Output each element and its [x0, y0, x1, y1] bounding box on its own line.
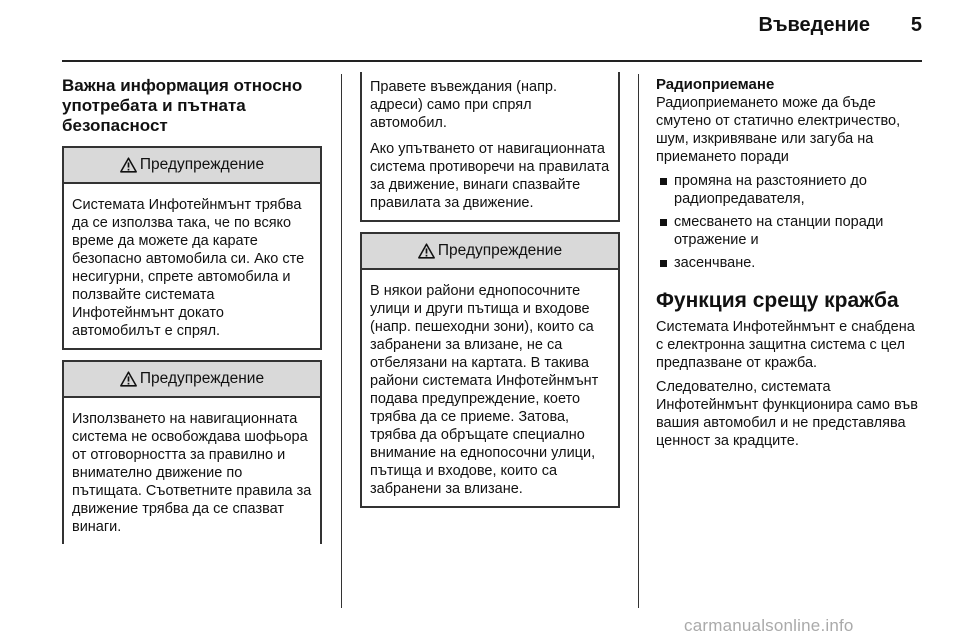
- warning-header: [362, 234, 618, 270]
- paragraph: Следователно, системата Инфотейнмънт функционира само във вашия автомобил и не представлява ценност за крадците.: [656, 379, 918, 449]
- radio-section-title: Радиоприемане: [656, 76, 775, 93]
- column-left: [62, 76, 322, 554]
- warning-box-usage: [62, 146, 322, 350]
- interference-list: [656, 172, 922, 272]
- safety-section-title: Важна информация относно употребата и пътната безопасност: [62, 76, 303, 135]
- paragraph: Ако упътването от навигационната система противоречи на правилата за движение, винаги спазвайте правилата за движение.: [370, 141, 610, 211]
- page-number: 5: [910, 14, 922, 36]
- warning-label: Предупреждение: [139, 156, 265, 173]
- warning-label: Предупреждение: [437, 242, 563, 259]
- column-right: [656, 76, 922, 456]
- warning-label: Предупреждение: [139, 370, 265, 387]
- warning-triangle-icon: [418, 243, 435, 259]
- warning-box-navigation: [62, 360, 322, 544]
- warning-continuation: [360, 72, 620, 222]
- warning-text: Използването на навигационната система не освобождава шофьора от отговорността за правилно и внимателно движение по пътищата. Съответните правила за движение трябва да се спазват винаги.: [72, 411, 312, 535]
- list-item: смесването на станции поради отражение и: [656, 213, 922, 249]
- warning-triangle-icon: [120, 371, 137, 387]
- warning-header: [64, 148, 320, 184]
- column-divider-1: [341, 74, 342, 608]
- paragraph: Правете въвеждания (напр. адреси) само при спрял автомобил.: [370, 79, 558, 131]
- chapter-title: Въведение: [758, 14, 870, 36]
- paragraph: Радиоприемането може да бъде смутено от статично електричество, шум, изкривяване или загуба на приемането поради: [656, 95, 901, 165]
- paragraph: Системата Инфотейнмънт е снабдена с електронна защитна система с цел предпазване от кражба.: [656, 319, 915, 371]
- warning-triangle-icon: [120, 157, 137, 173]
- list-item: промяна на разстоянието до радиопредавателя,: [656, 172, 922, 208]
- warning-box-one-way: [360, 232, 620, 508]
- header-divider: [62, 60, 922, 62]
- column-divider-2: [638, 74, 639, 608]
- warning-text: Системата Инфотейнмънт трябва да се използва така, че по всяко време да можете да карате безопасно автомобила си. Ако сте несигурни, спрете автомобила и ползвайте системата Инфотейнмънт докато автомобилът е спрял.: [72, 197, 305, 339]
- warning-header: [64, 362, 320, 398]
- theft-section-title: Функция срещу кражба: [656, 289, 899, 312]
- column-middle: [360, 74, 620, 518]
- warning-text: В някои райони еднопосочните улици и други пътища и входове (напр. пешеходни зони), които са забранени за влизане, не са отбелязани на картата. В такива райони системата Инфотейнмънт подава предупреждение, което трябва да се приеме. Затова, трябва да обръщате специално внимание на еднопосочни улици, пътища и входове, които са забранени за влизане.: [370, 283, 599, 497]
- list-item: засенчване.: [656, 254, 922, 272]
- watermark: carmanualsonline.info: [684, 616, 854, 635]
